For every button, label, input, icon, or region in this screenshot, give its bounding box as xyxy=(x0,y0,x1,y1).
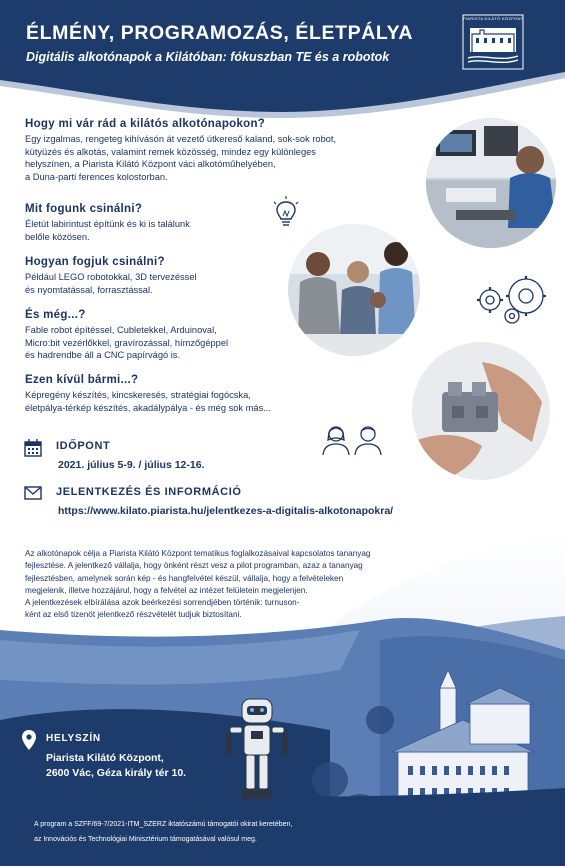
description-line: A jelentkezések elbírálása azok beérkezési sorrendjében történik: turnuson- xyxy=(25,598,300,608)
description-line: fejlesztése. A jelentkező vállalja, hogy önként részt vesz a pilot programban, azaz a tananyag xyxy=(25,561,363,571)
section-title: És még...? xyxy=(25,309,86,321)
section-line: a Duna-parti ferences kolostorban. xyxy=(25,171,168,182)
description-line: fejlesztésben, amelynek során kép - és hangfelvétel készül, vállalja, hogy a felvételeken xyxy=(25,573,344,583)
registration-url[interactable]: https://www.kilato.piarista.hu/jelentkezes-a-digitalis-alkotonapokra/ xyxy=(58,505,394,517)
section-body xyxy=(25,389,355,414)
section-line: életpálya-térkép készítés, akadálypálya - és még sok más... xyxy=(25,402,271,413)
location-line-2: 2600 Vác, Géza király tér 10. xyxy=(46,767,187,779)
section-title: Hogy mi vár rád a kilátós alkotónapokon? xyxy=(25,118,266,130)
logo-caption: PIARISTA KILÁTÓ KÖZPONT xyxy=(463,16,524,21)
robot-icon xyxy=(222,695,292,805)
description-line: ként az első tizenöt jelentkező részvételét tudjuk biztosítani. xyxy=(25,610,242,620)
calendar-icon xyxy=(24,439,42,457)
section-line: belőle közösen. xyxy=(25,231,90,242)
page-subtitle: Digitális alkotónapok a Kilátóban: fókuszban TE és a robotok xyxy=(26,50,390,64)
description-line: megjelenik, illetve hozzájárul, hogy a felvétel az intézet felületein megjelenjen. xyxy=(25,585,308,595)
date-label: IDŐPONT xyxy=(56,440,111,452)
section-line: Például LEGO robotokkal, 3D tervezéssel xyxy=(25,272,197,282)
section-line: Fable robot építéssel, Cubletekkel, Arduinoval, xyxy=(25,325,217,335)
gears-icon xyxy=(472,274,550,326)
section-line: Micro:bit vezérlőkkel, gravírozással, hímzőgéppel xyxy=(25,337,229,348)
section-how xyxy=(25,256,285,296)
section-line: Képregény készítés, kincskeresés, stratégiai fogócska, xyxy=(25,390,251,400)
section-and-more xyxy=(25,309,295,362)
section-title: Ezen kívül bármi...? xyxy=(25,374,139,386)
kilato-logo xyxy=(462,14,524,70)
section-anything-else xyxy=(25,374,355,414)
location-pin-icon xyxy=(22,730,36,750)
section-body xyxy=(25,324,295,362)
section-line: és hadrendbe áll a CNC papírvágó is. xyxy=(25,350,181,361)
section-line: és nyomtatással, forrasztással. xyxy=(25,284,153,295)
description-line: Az alkotónapok célja a Piarista Kilátó Központ tematikus foglalkozásaival kapcsolatos tananyag xyxy=(25,549,371,558)
section-line: Egy izgalmas, rengeteg kihívásón át vezető útkereső kaland, sok-sok robot, xyxy=(25,134,337,144)
section-what-we-do xyxy=(25,203,265,243)
section-body xyxy=(25,271,285,296)
location-line-1: Piarista Kilátó Központ, xyxy=(46,752,164,764)
section-line: kütyüzés és alkotás, valamint remek közösség, mindez egy különleges xyxy=(25,146,316,157)
date-value: 2021. július 5-9. / július 12-16. xyxy=(58,459,205,471)
people-icon xyxy=(320,424,386,456)
registration-label: JELENTKEZÉS ÉS INFORMÁCIÓ xyxy=(56,486,242,498)
photo-workshop-group xyxy=(286,222,422,358)
location-label: HELYSZÍN xyxy=(46,733,101,744)
section-title: Mit fogunk csinálni? xyxy=(25,203,143,215)
mail-icon xyxy=(24,486,42,500)
footer-line-2: az Innovációs és Technológiai Minisztérium támogatásával valósul meg. xyxy=(34,836,257,843)
photo-kids-at-computer xyxy=(424,116,558,250)
lightbulb-icon xyxy=(272,196,300,230)
page-title: ÉLMÉNY, PROGRAMOZÁS, ÉLETPÁLYA xyxy=(26,22,414,44)
section-title: Hogyan fogjuk csinálni? xyxy=(25,256,165,268)
description-paragraph xyxy=(25,548,515,622)
section-what-awaits xyxy=(25,118,425,183)
section-body xyxy=(25,133,425,183)
section-line: helyszínen, a Piarista Kilátó Központ váci alkotóműhelyében, xyxy=(25,159,276,170)
photo-building-blocks xyxy=(410,340,552,482)
footer-line-1: A program a SZFF/69-7/2021-ITM_SZERZ iktatószámú támogatói okirat keretében, xyxy=(34,821,293,828)
section-body xyxy=(25,218,265,243)
section-line: Életút labirintust építünk és ki is találunk xyxy=(25,219,190,229)
